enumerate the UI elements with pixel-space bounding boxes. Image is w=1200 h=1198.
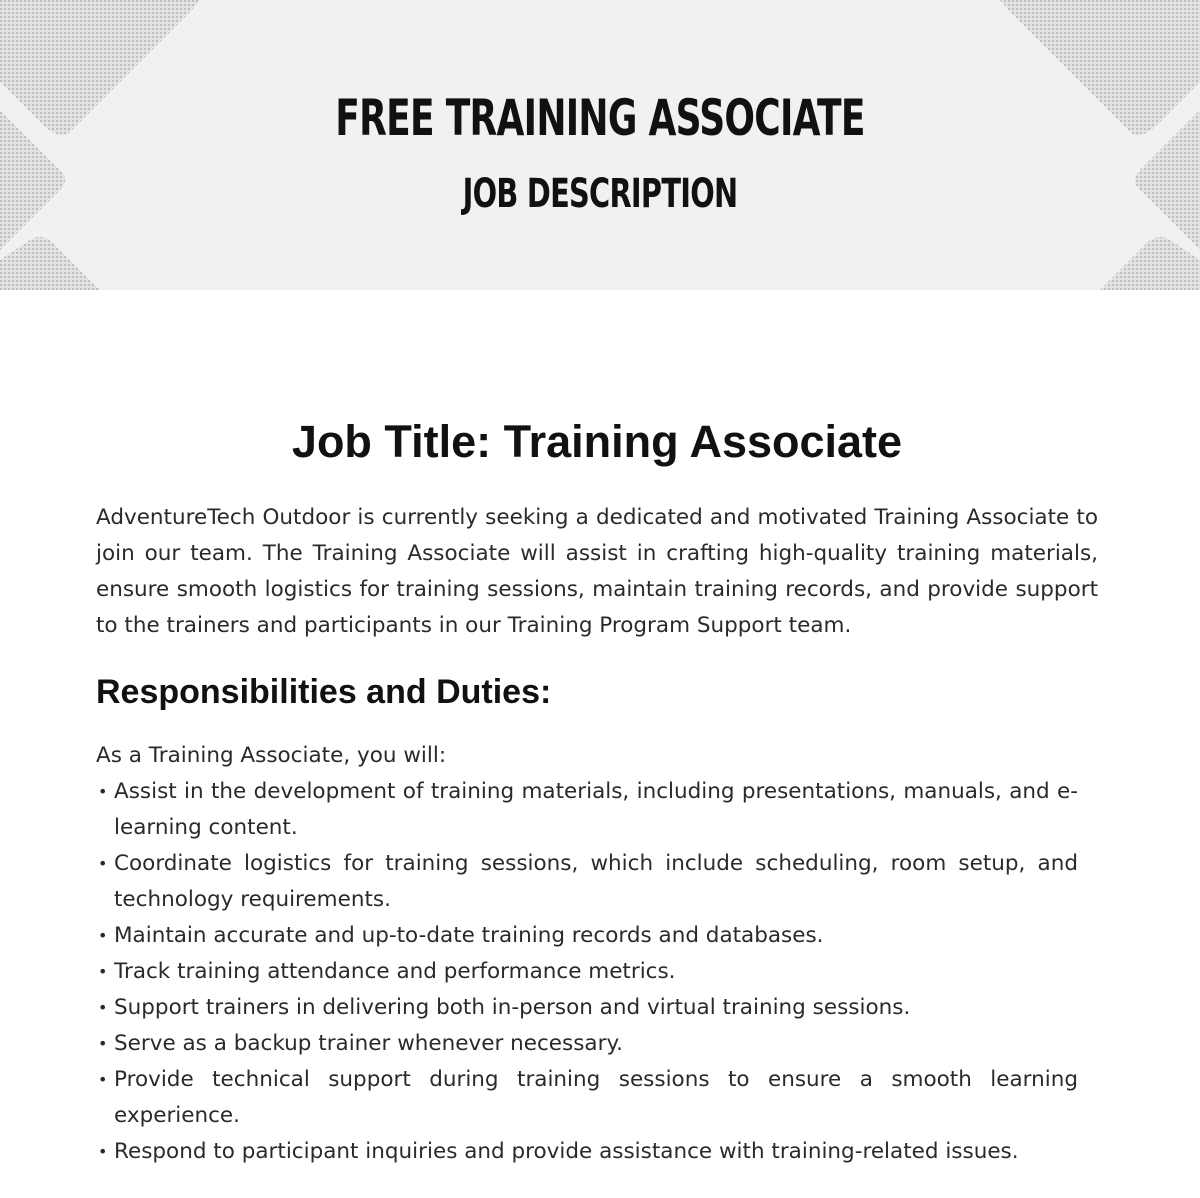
duties-list (96, 774, 1078, 1170)
responsibilities-heading: Responsibilities and Duties: (96, 673, 552, 711)
banner-subtitle: JOB DESCRIPTION (462, 171, 738, 217)
document-body (96, 412, 1098, 1170)
list-item: • Support trainers in delivering both in-person and virtual training sessions. (96, 990, 1078, 1026)
list-item: • Respond to participant inquiries and provide assistance with training-related issues. (96, 1134, 1078, 1170)
corner-shape-bottom-left (0, 237, 100, 290)
header-banner (0, 0, 1200, 290)
intro-paragraph: AdventureTech Outdoor is currently seeking a dedicated and motivated Training Associate to join our team. The Training Associate will assist in crafting high-quality training materials, ensure smooth logistics for training sessions, maintain training records, and provide support to the trainers and participants in our Training Program Support team. (96, 505, 1098, 638)
list-item: • Coordinate logistics for training sessions, which include scheduling, room setup, and technology requirements. (96, 846, 1078, 918)
list-item: • Track training attendance and performance metrics. (96, 954, 1078, 990)
list-item: • Maintain accurate and up-to-date training records and databases. (96, 918, 1078, 954)
list-item: • Provide technical support during training sessions to ensure a smooth learning experience. (96, 1062, 1078, 1134)
banner-title: FREE TRAINING ASSOCIATE (335, 89, 865, 147)
list-item: • Assist in the development of training materials, including presentations, manuals, and e-learning content. (96, 774, 1078, 846)
corner-shape-bottom-right (1100, 237, 1200, 290)
list-item: • Serve as a backup trainer whenever necessary. (96, 1026, 1078, 1062)
job-title: Job Title: Training Associate (291, 416, 903, 467)
responsibilities-lead: As a Training Associate, you will: (96, 743, 447, 768)
